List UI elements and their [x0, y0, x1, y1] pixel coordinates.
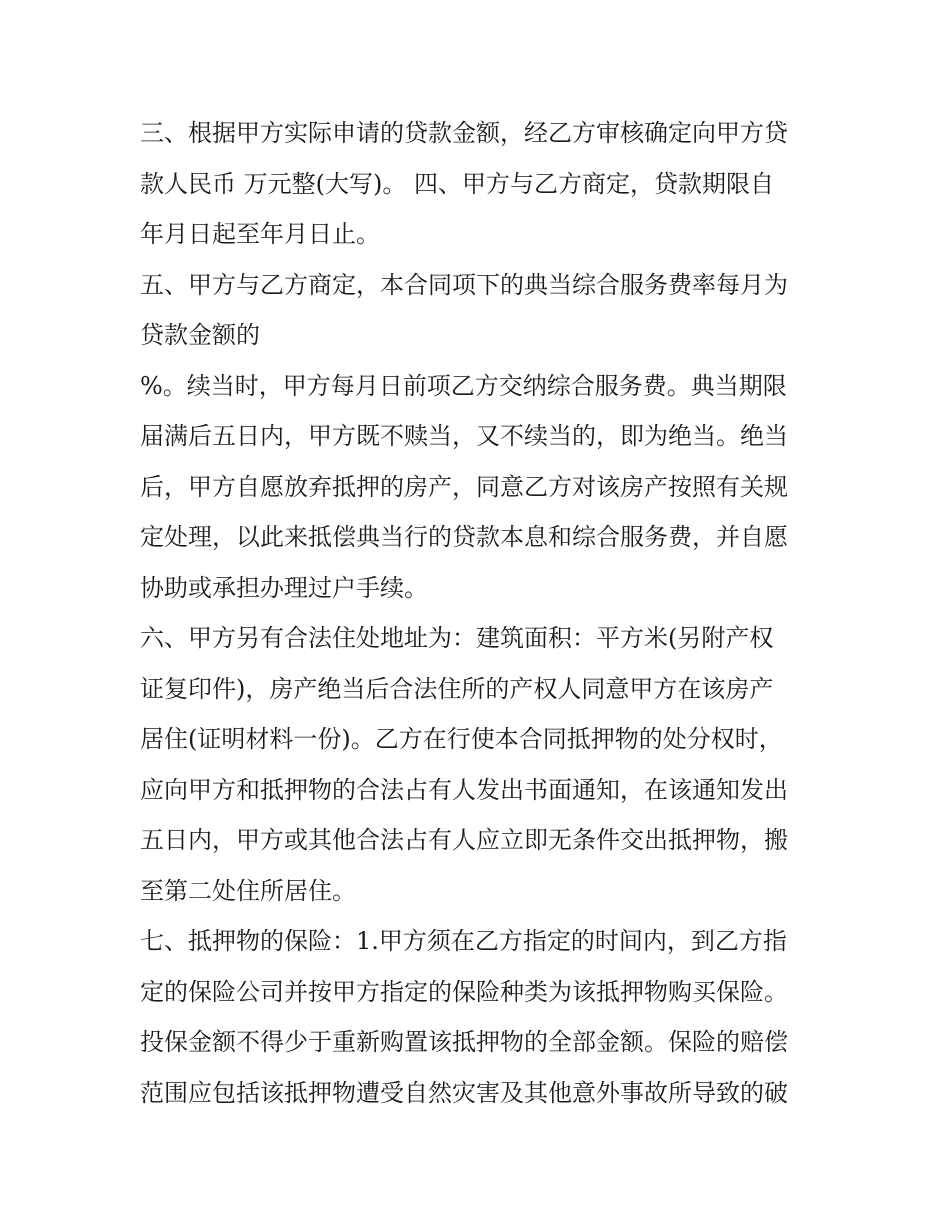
- text-line: 七、抵押物的保险：1.甲方须在乙方指定的时间内，到乙方指: [140, 927, 787, 955]
- text-line: 届满后五日内，甲方既不赎当，又不续当的，即为绝当。绝当: [140, 422, 788, 450]
- text-line: 至第二处住所居住。: [140, 876, 356, 905]
- text-line: %。续当时，甲方每月日前项乙方交纳综合服务费。典当期限: [140, 371, 787, 400]
- text-line: 五日内，甲方或其他合法占有人应立即无条件交出抵押物，搬: [140, 826, 788, 854]
- text-line: 居住(证明材料一份)。乙方在行使本合同抵押物的处分权时，: [140, 725, 783, 753]
- text-line: 应向甲方和抵押物的合法占有人发出书面通知，在该通知发出: [140, 775, 788, 804]
- text-line: 六、甲方另有合法住处地址为：建筑面积：平方米(另附产权: [140, 624, 774, 652]
- contract-text: [140, 108, 820, 1118]
- text-line: 定处理，以此来抵偿典当行的贷款本息和综合服务费，并自愿: [140, 523, 788, 551]
- text-line: 贷款金额的: [140, 321, 260, 349]
- text-line: 协助或承担办理过户手续。: [140, 573, 428, 602]
- text-line: 款人民币 万元整(大写)。 四、甲方与乙方商定，贷款期限自: [140, 169, 774, 198]
- text-line: 定的保险公司并按甲方指定的保险种类为该抵押物购买保险。: [140, 977, 788, 1006]
- text-line: 年月日起至年月日止。: [140, 220, 380, 248]
- text-line: 后，甲方自愿放弃抵押的房产，同意乙方对该房产按照有关规: [140, 472, 788, 501]
- text-line: 范围应包括该抵押物遭受自然灾害及其他意外事故所导致的破: [140, 1078, 788, 1107]
- text-line: 证复印件)，房产绝当后合法住所的产权人同意甲方在该房产: [140, 674, 774, 703]
- text-line: 五、甲方与乙方商定，本合同项下的典当综合服务费率每月为: [140, 270, 788, 299]
- text-line: 投保金额不得少于重新购置该抵押物的全部金额。保险的赔偿: [140, 1028, 788, 1056]
- text-line: 三、根据甲方实际申请的贷款金额，经乙方审核确定向甲方贷: [140, 119, 788, 147]
